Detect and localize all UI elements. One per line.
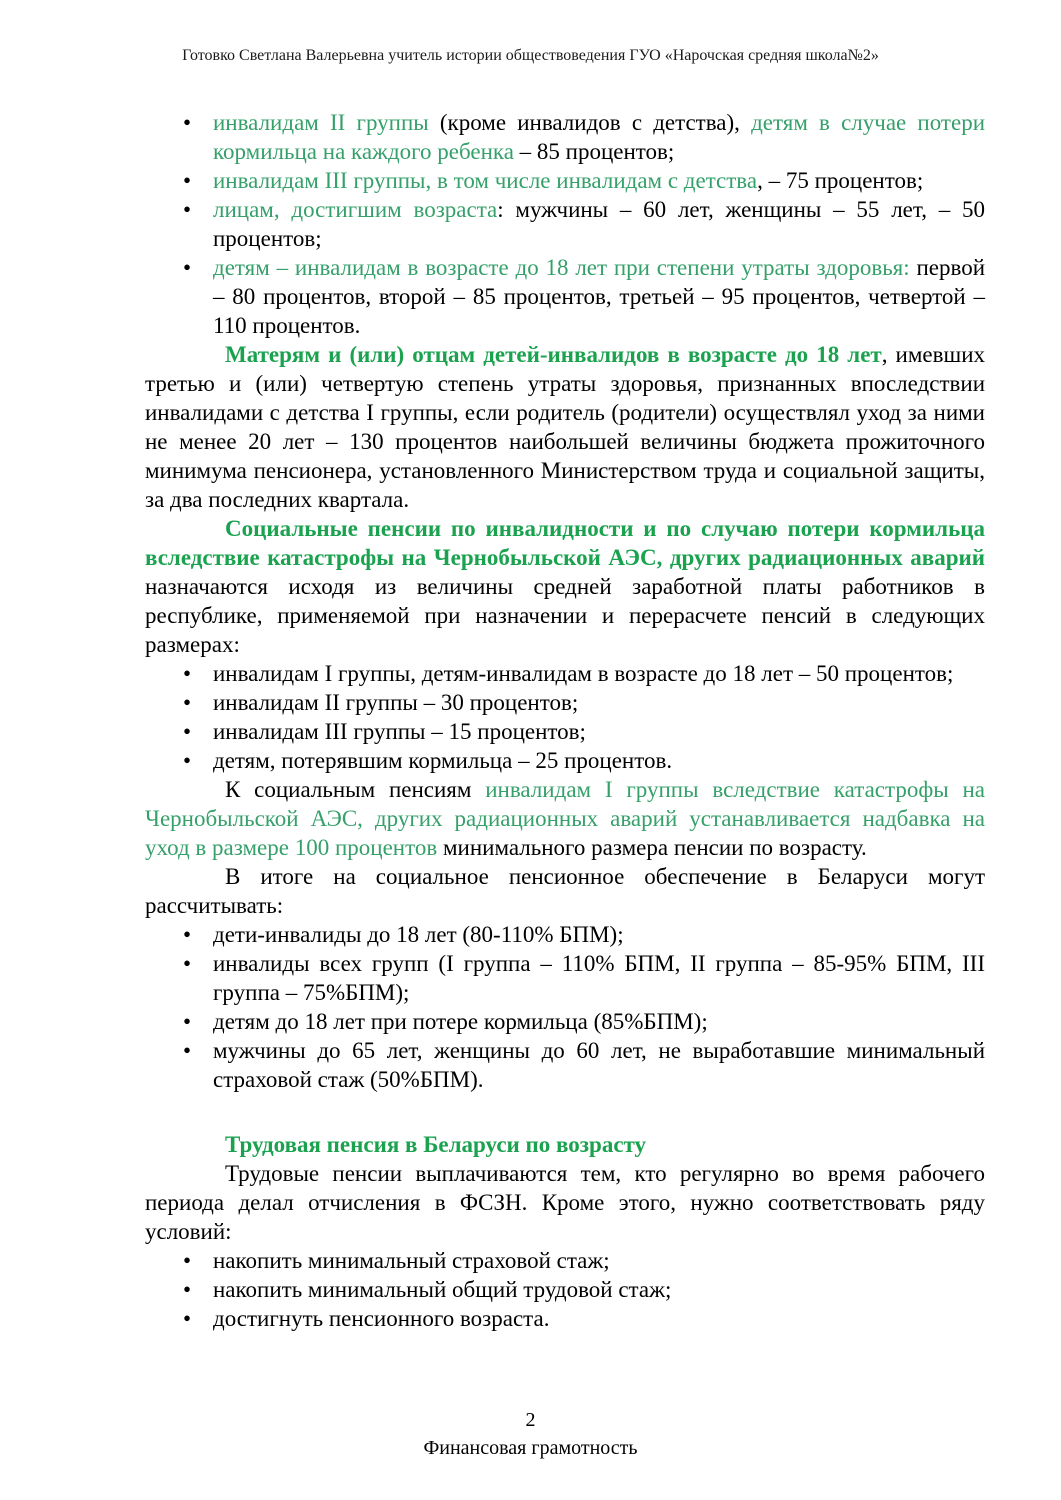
footer-subject: Финансовая грамотность: [423, 1437, 638, 1459]
text-run: (кроме инвалидов с детства),: [439, 110, 752, 135]
list-item: [145, 166, 985, 195]
list-item: [145, 659, 985, 688]
pension-percent-list: [145, 108, 985, 340]
list-item: [145, 1036, 985, 1094]
bullet-icon: •: [183, 951, 192, 976]
text-run: дети-инвалиды до 18 лет (80-110% БПМ);: [213, 922, 624, 947]
text-run: К социальным пенсиям: [225, 777, 486, 802]
text-run: назначаются исходя из величины средней заработной платы работников в республике, применяемой при назначении и перерасчете пенсий в следующих размерах:: [145, 574, 985, 657]
list-item: [145, 108, 985, 166]
bullet-icon: •: [183, 1038, 192, 1063]
section-heading-labor-pension: [145, 1130, 985, 1159]
text-run: детям в случае потери кормильца на каждого ребенка: [213, 110, 985, 164]
text-run: первой – 80 процентов, второй – 85 процентов, третьей – 95 процентов, четвертой – 110 процентов.: [213, 255, 985, 338]
text-run: инвалидам II группы – 30 процентов;: [213, 690, 579, 715]
bullet-icon: •: [183, 1306, 192, 1331]
bullet-icon: •: [183, 255, 192, 280]
text-run: детям – инвалидам в возрасте до 18 лет при степени утраты здоровья:: [213, 255, 917, 280]
text-run: детям, потерявшим кормильца – 25 процентов.: [213, 748, 673, 773]
heading-text: Трудовая пенсия в Беларуси по возрасту: [225, 1132, 647, 1157]
text-run: инвалидам III группы – 15 процентов;: [213, 719, 586, 744]
bullet-icon: •: [183, 168, 192, 193]
text-run: минимального размера пенсии по возрасту.: [442, 835, 867, 860]
page-number: 2: [525, 1409, 536, 1431]
paragraph-supplement: [145, 775, 985, 862]
paragraph-labor-pension: [145, 1159, 985, 1246]
bullet-icon: •: [183, 748, 192, 773]
text-run: Трудовые пенсии выплачиваются тем, кто регулярно во время рабочего периода делал отчисления в ФСЗН. Кроме этого, нужно соответствовать ряду условий:: [145, 1161, 985, 1244]
bullet-icon: •: [183, 1277, 192, 1302]
summary-list: [145, 920, 985, 1094]
text-run: инвалиды всех групп (I группа – 110% БПМ, II группа – 85-95% БПМ, III группа – 75%БПМ);: [213, 951, 985, 1005]
text-run: накопить минимальный страховой стаж;: [213, 1248, 610, 1273]
social-pension-list: [145, 659, 985, 775]
page-footer: [0, 1406, 1061, 1462]
labor-conditions-list: [145, 1246, 985, 1333]
text-run: Матерям и (или) отцам детей-инвалидов в возрасте до 18 лет: [225, 342, 882, 367]
bullet-icon: •: [183, 1248, 192, 1273]
list-item: [145, 920, 985, 949]
text-run: лицам, достигшим возраста: [213, 197, 498, 222]
text-run: накопить минимальный общий трудовой стаж;: [213, 1277, 672, 1302]
bullet-icon: •: [183, 690, 192, 715]
text-run: В итоге на социальное пенсионное обеспечение в Беларуси могут рассчитывать:: [145, 864, 985, 918]
bullet-icon: •: [183, 197, 192, 222]
bullet-icon: •: [183, 661, 192, 686]
text-run: инвалидам III группы, в том числе инвалидам с детства: [213, 168, 758, 193]
text-run: мужчины до 65 лет, женщины до 60 лет, не выработавшие минимальный страховой стаж (50%БПМ).: [213, 1038, 985, 1092]
text-run: : мужчины – 60 лет, женщины – 55 лет, – 50 процентов;: [213, 197, 985, 251]
text-run: инвалидам I группы вследствие катастрофы на Чернобыльской АЭС, других радиационных аварий устанавливается надбавка на уход в размере 100 процентов: [145, 777, 985, 860]
page-header: [0, 0, 1061, 66]
text-run: – 85 процентов;: [519, 139, 675, 164]
text-run: , – 75 процентов;: [757, 168, 924, 193]
list-item: [145, 195, 985, 253]
list-item: [145, 1246, 985, 1275]
bullet-icon: •: [183, 719, 192, 744]
list-item: [145, 1275, 985, 1304]
bullet-icon: •: [183, 110, 192, 135]
paragraph-mothers: [145, 340, 985, 514]
text-run: Социальные пенсии по инвалидности и по случаю потери кормильца вследствие катастрофы на Чернобыльской АЭС, других радиационных аварий: [145, 516, 985, 570]
author-line: Готовко Светлана Валерьевна учитель истории обществоведения ГУО «Нарочская средняя школа№2»: [182, 47, 879, 64]
paragraph-social-pensions: [145, 514, 985, 659]
bullet-icon: •: [183, 922, 192, 947]
bullet-icon: •: [183, 1009, 192, 1034]
list-item: [145, 1304, 985, 1333]
list-item: [145, 253, 985, 340]
text-run: инвалидам II группы: [213, 110, 440, 135]
text-run: , имевших третью и (или) четвертую степень утраты здоровья, признанных впоследствии инвалидами с детства I группы, если родитель (родители) осуществлял уход за ними не менее 20 лет – 130 процентов наибольшей величины бюджета прожиточного минимума пенсионера, установленного Министерством труда и социальной защиты, за два последних квартала.: [145, 342, 986, 512]
list-item: [145, 717, 985, 746]
list-item: [145, 688, 985, 717]
document-body: [145, 108, 985, 1333]
text-run: детям до 18 лет при потере кормильца (85%БПМ);: [213, 1009, 708, 1034]
paragraph-summary: [145, 862, 985, 920]
list-item: [145, 1007, 985, 1036]
text-run: достигнуть пенсионного возраста.: [213, 1306, 550, 1331]
list-item: [145, 949, 985, 1007]
text-run: инвалидам I группы, детям-инвалидам в возрасте до 18 лет – 50 процентов;: [213, 661, 954, 686]
list-item: [145, 746, 985, 775]
